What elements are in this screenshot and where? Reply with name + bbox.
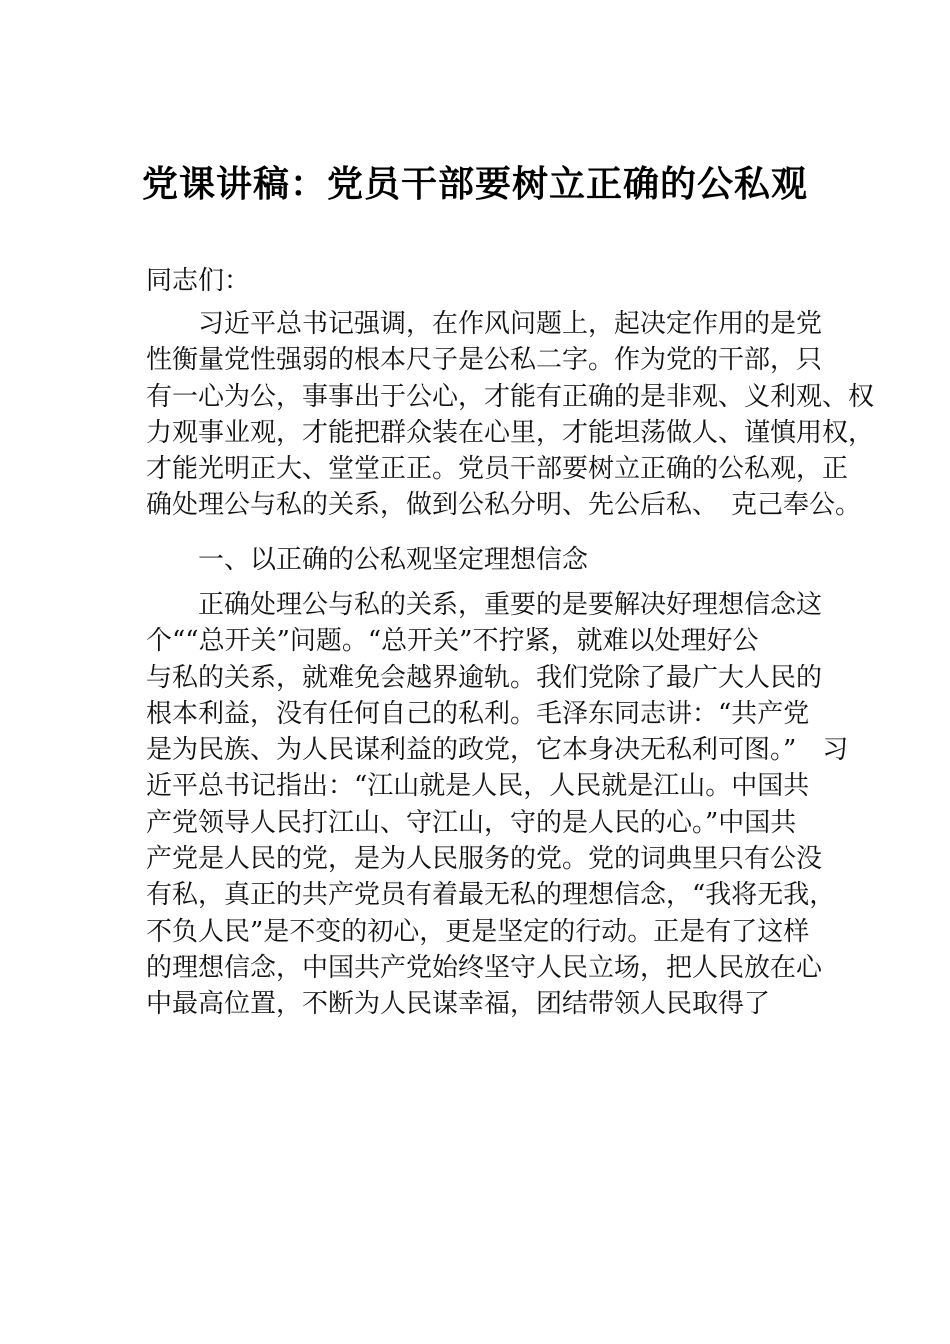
section-heading-text: 一、以正确的公私观坚定理想信念	[198, 545, 589, 575]
text-line: 正确处理公与私的关系，重要的是要解决好理想信念这	[198, 590, 823, 620]
text-line: 有一心为公，事事出于公心，才能有正确的是非观、义利观、权	[146, 381, 875, 412]
text-line: 不负人民”是不变的初心，更是坚定的行动。正是有了这样	[146, 916, 810, 947]
page-title: 党课讲稿：党员干部要树立正确的公私观	[141, 163, 808, 205]
text-line: 确处理公与私的关系，做到公私分明、先公后私、 克己奉公。	[146, 490, 862, 521]
text-line: 才能光明正大、堂堂正正。党员干部要树立正确的公私观，正	[146, 454, 849, 485]
text-line: 根本利益，没有任何自己的私利。毛泽东同志讲：“共产党	[146, 698, 810, 729]
section-heading-1	[146, 542, 816, 578]
text-line: 性衡量党性强弱的根本尺子是公私二字。作为党的干部，只	[146, 345, 823, 376]
text-line: 是为民族、为人民谋利益的政党，它本身决无私利可图。” 习	[146, 735, 849, 766]
text-line: 近平总书记指出：“江山就是人民，人民就是江山。中国共	[146, 771, 810, 802]
text-line: 产党领导人民打江山、守江山，守的是人民的心。”中国共	[146, 807, 797, 838]
text-line: 产党是人民的党，是为人民服务的党。党的词典里只有公没	[146, 844, 823, 875]
text-line: 有私，真正的共产党员有着最无私的理想信念，“我将无我，	[146, 880, 836, 911]
text-line: 习近平总书记强调，在作风问题上，起决定作用的是党	[198, 309, 823, 339]
text-line: 力观事业观，才能把群众装在心里，才能坦荡做人、谨慎用权，	[146, 417, 875, 448]
paragraph-1	[146, 306, 875, 524]
text-line: 的理想信念，中国共产党始终坚守人民立场，把人民放在心	[146, 952, 823, 983]
salutation: 同志们：	[146, 266, 251, 296]
text-line: 与私的关系，就难免会越界逾轨。我们党除了最广大人民的	[146, 662, 823, 693]
paragraph-2	[146, 587, 849, 1023]
text-line: 中最高位置，不断为人民谋幸福，团结带领人民取得了	[146, 989, 771, 1020]
text-line: 个““总开关”问题。“总开关”不拧紧，就难以处理好公	[146, 626, 759, 657]
